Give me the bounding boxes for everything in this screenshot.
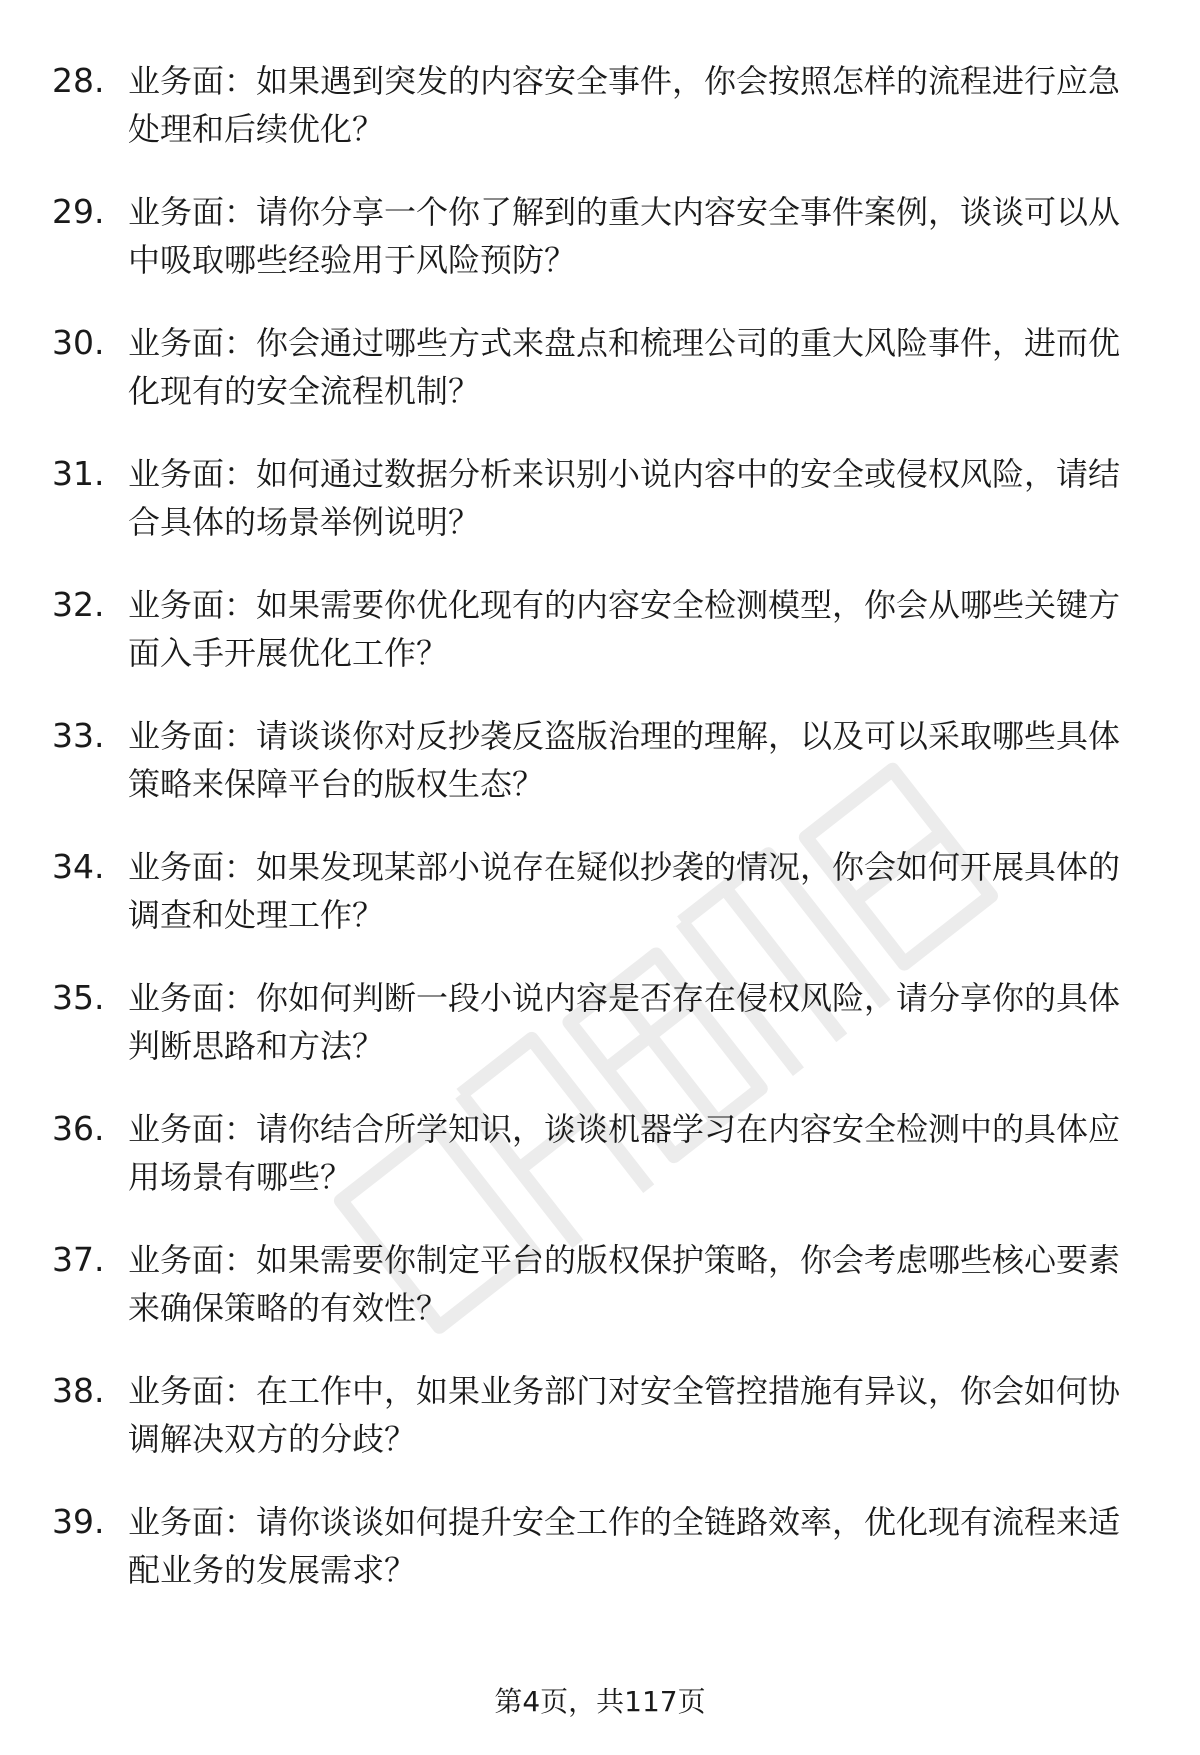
question-text: 业务面：如何通过数据分析来识别小说内容中的安全或侵权风险，请结合具体的场景举例说明？ <box>128 455 1121 541</box>
question-text: 业务面：如果需要你制定平台的版权保护策略，你会考虑哪些核心要素来确保策略的有效性？ <box>128 1241 1121 1327</box>
question-text: 业务面：你如何判断一段小说内容是否存在侵权风险，请分享你的具体判断思路和方法？ <box>128 979 1121 1065</box>
question-number: 28. <box>52 61 105 100</box>
question-item <box>0 1493 1200 1624</box>
question-item <box>0 707 1200 838</box>
question-number: 32. <box>52 585 105 624</box>
question-number: 33. <box>52 716 105 755</box>
question-item <box>0 838 1200 969</box>
question-text: 业务面：请你结合所学知识，谈谈机器学习在内容安全检测中的具体应用场景有哪些？ <box>128 1110 1121 1196</box>
question-item <box>0 969 1200 1100</box>
question-item <box>0 314 1200 445</box>
question-text: 业务面：在工作中，如果业务部门对安全管控措施有异议，你会如何协调解决双方的分歧？ <box>128 1372 1121 1458</box>
question-text: 业务面：如果遇到突发的内容安全事件，你会按照怎样的流程进行应急处理和后续优化？ <box>128 62 1121 148</box>
question-number: 37. <box>52 1240 105 1279</box>
question-number: 31. <box>52 454 105 493</box>
question-text: 业务面：如果发现某部小说存在疑似抄袭的情况，你会如何开展具体的调查和处理工作？ <box>128 848 1121 934</box>
question-item <box>0 445 1200 576</box>
page-footer: 第4页，共117页 <box>494 1685 706 1718</box>
question-item <box>0 1100 1200 1231</box>
question-number: 34. <box>52 847 105 886</box>
question-number: 36. <box>52 1109 105 1148</box>
question-text: 业务面：请你分享一个你了解到的重大内容安全事件案例，谈谈可以从中吸取哪些经验用于风险预防？ <box>128 193 1121 279</box>
question-item <box>0 183 1200 314</box>
question-number: 38. <box>52 1371 105 1410</box>
question-item <box>0 1362 1200 1493</box>
question-number: 30. <box>52 323 105 362</box>
question-text: 业务面：请你谈谈如何提升安全工作的全链路效率，优化现有流程来适配业务的发展需求？ <box>128 1503 1121 1589</box>
question-text: 业务面：你会通过哪些方式来盘点和梳理公司的重大风险事件，进而优化现有的安全流程机制？ <box>128 324 1121 410</box>
question-text: 业务面：请谈谈你对反抄袭反盗版治理的理解，以及可以采取哪些具体策略来保障平台的版权生态？ <box>128 717 1121 803</box>
question-number: 29. <box>52 192 105 231</box>
question-number: 35. <box>52 978 105 1017</box>
question-item <box>0 576 1200 707</box>
question-item <box>0 52 1200 183</box>
question-text: 业务面：如果需要你优化现有的内容安全检测模型，你会从哪些关键方面入手开展优化工作？ <box>128 586 1121 672</box>
question-list <box>0 52 1200 1624</box>
question-item <box>0 1231 1200 1362</box>
question-number: 39. <box>52 1502 105 1541</box>
